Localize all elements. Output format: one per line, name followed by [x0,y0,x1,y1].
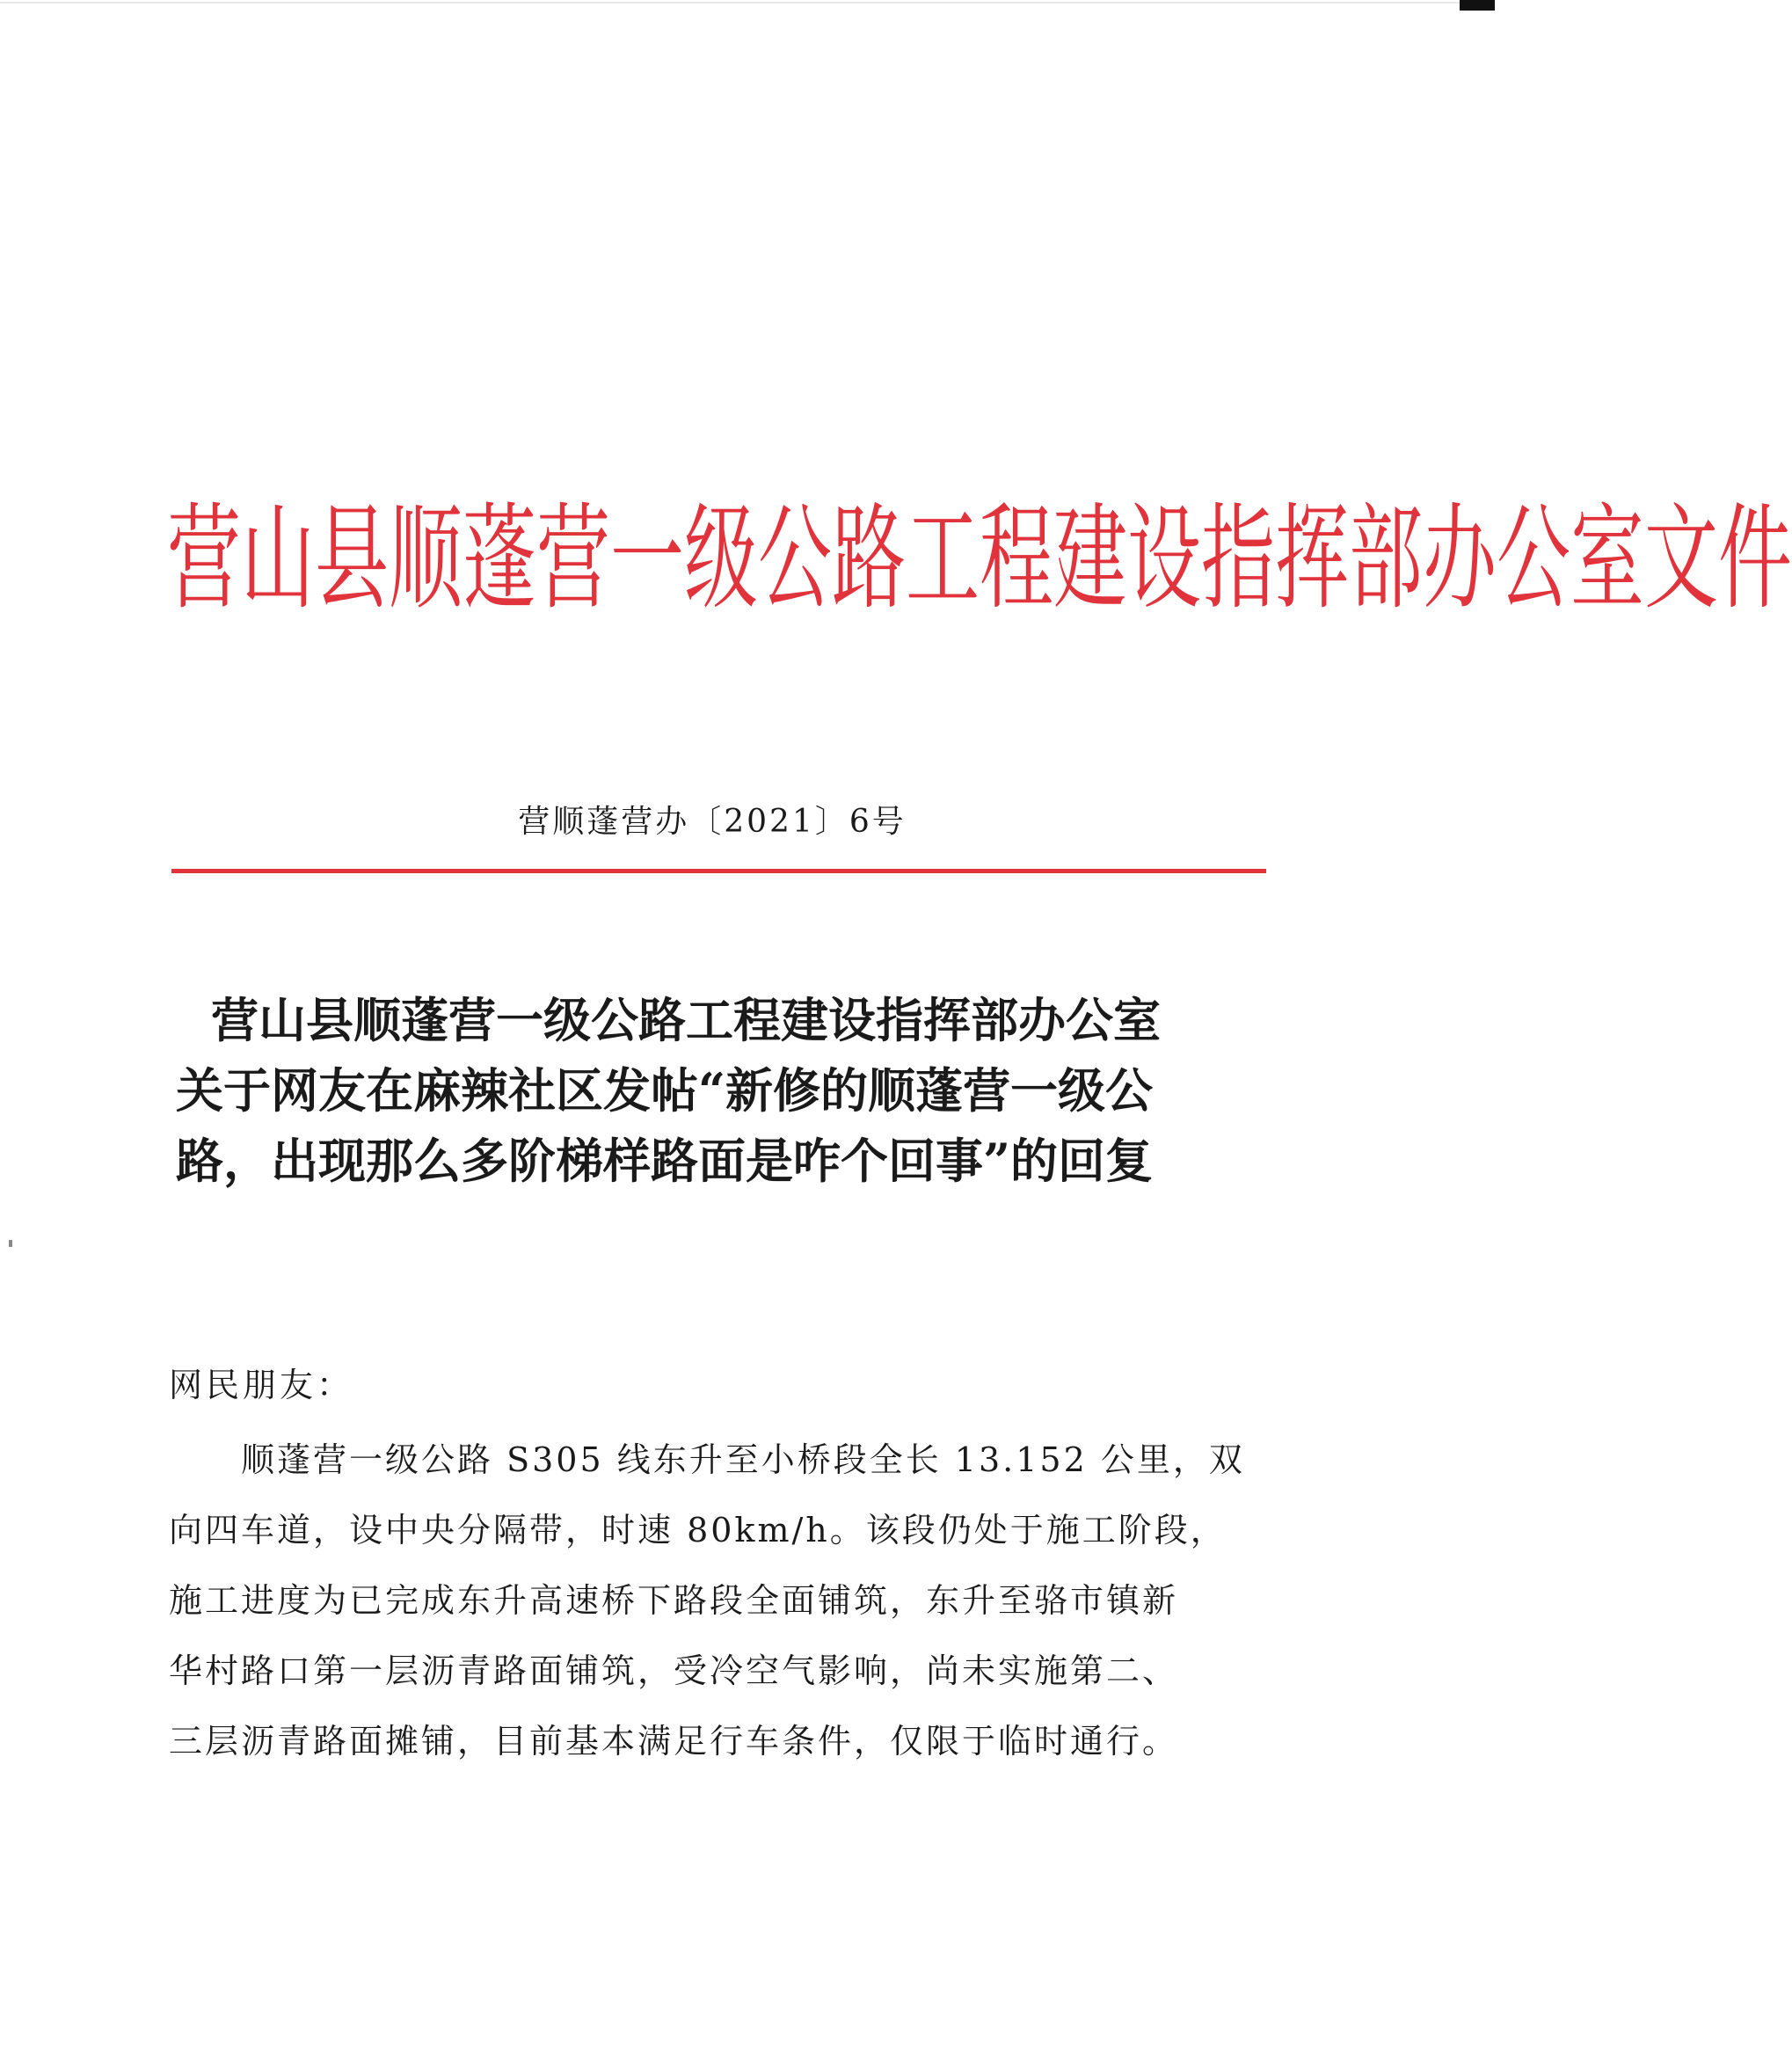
document-heading [176,985,1266,1196]
red-divider-line [171,869,1266,873]
body-line: 华村路口第一层沥青路面铺筑，受冷空气影响，尚未实施第二、 [169,1651,1179,1690]
body-line: 施工进度为已完成东升高速桥下路段全面铺筑，东升至骆市镇新 [169,1581,1179,1620]
document-number: 营顺蓬营办〔2021〕6号 [518,804,907,840]
heading-line: 路，出现那么多阶梯样路面是咋个回事”的回复 [176,1133,1154,1189]
body-line: 向四车道，设中央分隔带，时速 80km/h。该段仍处于施工阶段， [169,1511,1227,1549]
scan-edge-line [0,2,1460,4]
body-line: 三层沥青路面摊铺，目前基本满足行车条件，仅限于临时通行。 [169,1722,1179,1761]
scan-corner-mark [1460,0,1495,11]
scan-speck [9,1240,12,1247]
body-paragraph [169,1425,1250,1776]
heading-line: 关于网友在麻辣社区发帖“新修的顺蓬营一级公 [176,1062,1154,1119]
issuer-header-title: 营山县顺蓬营一级公路工程建设指挥部办公室文件 [167,492,1792,625]
body-line: 顺蓬营一级公路 S305 线东升至小桥段全长 13.152 公里，双 [241,1440,1245,1479]
heading-line: 营山县顺蓬营一级公路工程建设指挥部办公室 [211,992,1161,1048]
salutation: 网民朋友： [169,1366,354,1404]
